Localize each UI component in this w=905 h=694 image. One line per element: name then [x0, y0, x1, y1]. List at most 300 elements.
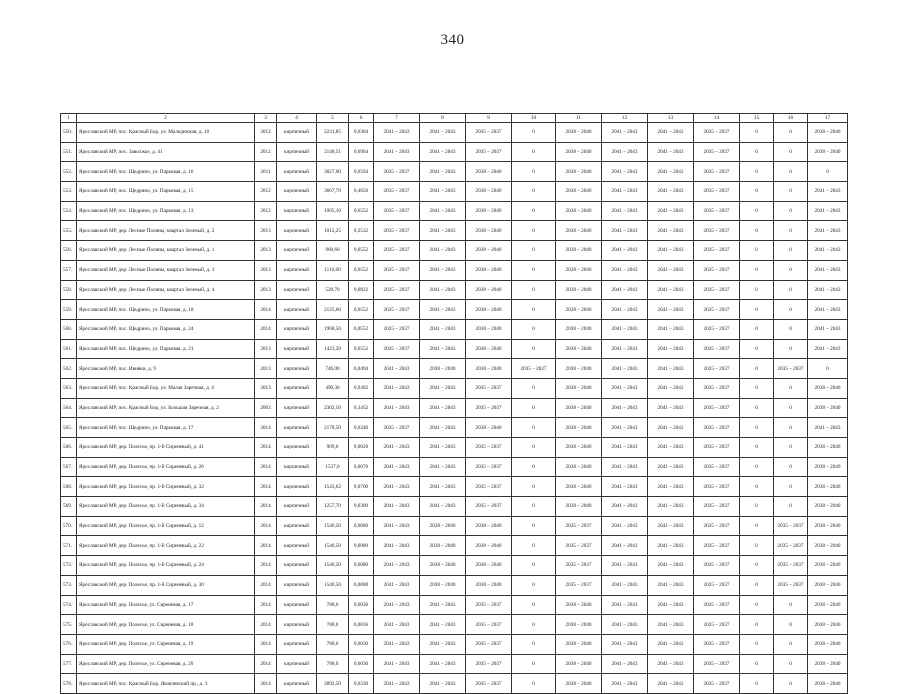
table-cell: кирпичный — [277, 575, 317, 595]
table-cell: 2038 – 2040 — [556, 221, 602, 241]
table-cell: 2035 – 2037 — [374, 182, 420, 202]
table-cell: 1012,25 — [317, 221, 349, 241]
table-cell: кирпичный — [277, 556, 317, 576]
table-cell: 2038 – 2040 — [808, 516, 848, 536]
table-cell: 2035 – 2037 — [556, 536, 602, 556]
table-cell: 2038 – 2040 — [556, 477, 602, 497]
table-cell: 0 — [740, 182, 774, 202]
table-cell: 2012 — [255, 182, 277, 202]
table-cell: 2041 – 2043 — [602, 359, 648, 379]
row-number: 554. — [61, 201, 77, 221]
table-cell: 2035 – 2037 — [374, 241, 420, 261]
table-cell: 2038 – 2040 — [556, 201, 602, 221]
table-cell: 2035 – 2037 — [374, 260, 420, 280]
table-cell: 2041 – 2043 — [602, 615, 648, 635]
table-cell: 0 — [740, 241, 774, 261]
table-cell: 2041 – 2043 — [374, 634, 420, 654]
table-cell: 2038 – 2040 — [808, 457, 848, 477]
row-number: 564. — [61, 398, 77, 418]
table-cell: 0,0700 — [349, 477, 374, 497]
table-cell: 2035 – 2037 — [694, 280, 740, 300]
table-cell: 2035 – 2037 — [694, 575, 740, 595]
table-cell: 2041 – 2043 — [420, 595, 466, 615]
table-cell: 2035 – 2037 — [374, 339, 420, 359]
table-cell: 2041 – 2043 — [602, 319, 648, 339]
table-cell: 0 — [512, 457, 556, 477]
table-cell: 2014 — [255, 615, 277, 635]
table-cell: кирпичный — [277, 674, 317, 694]
row-number: 573. — [61, 575, 77, 595]
table-cell: 2038 – 2040 — [808, 536, 848, 556]
table-cell: 2041 – 2043 — [420, 634, 466, 654]
table-cell: 0 — [774, 674, 808, 694]
table-cell: 2038 – 2040 — [466, 536, 512, 556]
table-cell: 2035 – 2037 — [694, 359, 740, 379]
table-cell: 0 — [740, 674, 774, 694]
table-cell: 2041 – 2043 — [420, 378, 466, 398]
table-cell: 2035 – 2037 — [694, 457, 740, 477]
table-cell: 2035 – 2037 — [694, 654, 740, 674]
table-row — [61, 497, 848, 517]
table-cell: 2041 – 2043 — [648, 438, 694, 458]
table-cell: 0 — [774, 595, 808, 615]
table-cell: 2035 – 2037 — [556, 575, 602, 595]
table-cell: 2038 – 2040 — [808, 575, 848, 595]
table-cell: 2012 — [255, 123, 277, 143]
table-cell: кирпичный — [277, 182, 317, 202]
table-cell: 2038 – 2040 — [556, 162, 602, 182]
table-cell: 2003 — [255, 398, 277, 418]
table-cell: 0 — [774, 142, 808, 162]
table-cell: кирпичный — [277, 497, 317, 517]
table-cell: 0 — [512, 497, 556, 517]
table-cell: 2038 – 2040 — [808, 674, 848, 694]
table-cell: 2041 – 2043 — [648, 418, 694, 438]
address-cell: Ярославский МР, дер. Лесные Поляны, квартал Зеленый, д. 2 — [77, 221, 255, 241]
address-cell: Ярославский МР, пос. Красный Бор, ул. Большая Заречная, д. 2 — [77, 398, 255, 418]
table-cell: 2035 – 2037 — [694, 182, 740, 202]
address-cell: Ярославский МР, пос. Щедрино, ул. Парковая, д. 21 — [77, 339, 255, 359]
address-cell: Ярославский МР, дер. Лесные Поляны, квартал Зеленый, д. 4 — [77, 280, 255, 300]
address-cell: Ярославский МР, пос. Красный Бор, ул. Малая Заречная, д. 4 — [77, 378, 255, 398]
table-cell: 2038 – 2040 — [556, 359, 602, 379]
table-cell: 2038 – 2040 — [466, 280, 512, 300]
column-header: 1 — [61, 114, 77, 123]
table-cell: 2011 — [255, 162, 277, 182]
table-cell: 0 — [740, 221, 774, 241]
table-cell: 2038 – 2040 — [466, 182, 512, 202]
table-row — [61, 280, 848, 300]
table-cell: 0 — [774, 615, 808, 635]
table-cell: 2038 – 2040 — [466, 221, 512, 241]
address-cell: Ярославский МР, дер. Полесье, пр. 1-й Сиреневый, д. 24 — [77, 556, 255, 576]
address-cell: Ярославский МР, дер. Полесье, пр. 1-й Сиреневый, д. 26 — [77, 457, 255, 477]
table-cell: 0,3452 — [349, 398, 374, 418]
table-cell: 2038 – 2040 — [808, 595, 848, 615]
address-cell: Ярославский МР, дер. Полесье, пр. 1-й Сиреневый, д. 34 — [77, 497, 255, 517]
table-cell: кирпичный — [277, 359, 317, 379]
table-cell: 2041 – 2043 — [420, 162, 466, 182]
table-cell: 2014 — [255, 300, 277, 320]
table-cell: 2041 – 2043 — [374, 398, 420, 418]
table-cell: 0 — [774, 241, 808, 261]
column-header: 13 — [648, 114, 694, 123]
table-cell: 0 — [774, 477, 808, 497]
table-cell: 2041 – 2043 — [420, 260, 466, 280]
table-cell: 1257,70 — [317, 497, 349, 517]
table-cell: 0,0552 — [349, 319, 374, 339]
table-cell: 2041 – 2043 — [602, 300, 648, 320]
table-cell: 0 — [740, 300, 774, 320]
table-cell: 0,0240 — [349, 418, 374, 438]
table-cell: 0 — [512, 339, 556, 359]
table-cell: 0 — [740, 398, 774, 418]
table-cell: 2035 – 2037 — [466, 438, 512, 458]
table-cell: кирпичный — [277, 398, 317, 418]
table-cell: 3667,70 — [317, 182, 349, 202]
table-cell: 0,0494 — [349, 359, 374, 379]
table-cell: 2035 – 2037 — [694, 477, 740, 497]
table-cell: 2035 – 2037 — [694, 536, 740, 556]
table-cell: 2041 – 2043 — [648, 556, 694, 576]
table-cell: 2041 – 2043 — [648, 477, 694, 497]
table-cell: 2014 — [255, 634, 277, 654]
table-cell: 2041 – 2043 — [602, 477, 648, 497]
table-cell: 2178,50 — [317, 418, 349, 438]
table-cell: 0 — [740, 575, 774, 595]
address-cell: Ярославский МР, дер. Полесье, пр. 1-й Сиреневый, д. 30 — [77, 575, 255, 595]
table-cell: 2041 – 2043 — [602, 536, 648, 556]
table-cell: кирпичный — [277, 477, 317, 497]
table-cell: 0 — [512, 398, 556, 418]
table-body — [61, 123, 848, 694]
address-cell: Ярославский МР, пос. Щедрино, ул. Парковая, д. 18 — [77, 300, 255, 320]
table-cell: 2038 – 2040 — [466, 241, 512, 261]
table-cell: 2038 – 2040 — [420, 536, 466, 556]
table-cell: 2041 – 2043 — [602, 674, 648, 694]
table-row — [61, 300, 848, 320]
address-cell: Ярославский МР, пос. Щедрино, ул. Парковая, д. 17 — [77, 418, 255, 438]
table-cell: 0 — [740, 438, 774, 458]
table-cell: 2035 – 2037 — [694, 300, 740, 320]
table-cell: 2014 — [255, 497, 277, 517]
table-cell: 2041 – 2043 — [420, 457, 466, 477]
table-cell: 909,0 — [317, 438, 349, 458]
table-cell: 0 — [512, 280, 556, 300]
table-cell: 2038 – 2040 — [556, 497, 602, 517]
table-cell: 2041 – 2043 — [648, 516, 694, 536]
table-cell: 0 — [740, 123, 774, 143]
table-cell: 2041 – 2043 — [648, 378, 694, 398]
table-cell: 0,0080 — [349, 556, 374, 576]
table-cell: 2038 – 2040 — [556, 615, 602, 635]
table-cell: 0 — [740, 142, 774, 162]
table-cell: 0 — [774, 438, 808, 458]
table-cell: 0 — [740, 615, 774, 635]
table-cell: 2035 – 2037 — [374, 319, 420, 339]
address-cell: Ярославский МР, пос. Красный Бор, ул. Молодежная, д. 10 — [77, 123, 255, 143]
table-cell: 2038 – 2040 — [420, 359, 466, 379]
table-cell: 0 — [740, 457, 774, 477]
table-cell: 2041 – 2043 — [374, 142, 420, 162]
table-cell: 746,00 — [317, 359, 349, 379]
table-cell: 2035 – 2037 — [374, 221, 420, 241]
table-cell: 0 — [512, 418, 556, 438]
column-header: 6 — [349, 114, 374, 123]
table-cell: 0 — [740, 280, 774, 300]
table-cell: 0 — [740, 319, 774, 339]
table-cell: 2035 – 2037 — [774, 556, 808, 576]
table-cell: 2041 – 2043 — [602, 575, 648, 595]
table-cell: 2014 — [255, 477, 277, 497]
table-cell: 2038 – 2040 — [556, 398, 602, 418]
row-number: 575. — [61, 615, 77, 635]
table-cell: 2014 — [255, 319, 277, 339]
table-cell: 2125,60 — [317, 300, 349, 320]
table-row — [61, 162, 848, 182]
table-cell: 2041 – 2043 — [602, 556, 648, 576]
table-cell: 2041 – 2043 — [602, 634, 648, 654]
table-cell: 0 — [512, 221, 556, 241]
table-cell: 0,4656 — [349, 182, 374, 202]
table-cell: 2041 – 2043 — [602, 378, 648, 398]
table-cell: 2035 – 2037 — [694, 438, 740, 458]
table-cell: кирпичный — [277, 615, 317, 635]
table-row — [61, 556, 848, 576]
row-number: 555. — [61, 221, 77, 241]
table-cell: 2041 – 2043 — [420, 615, 466, 635]
table-cell: 2041 – 2043 — [420, 123, 466, 143]
table-cell: 2038 – 2040 — [556, 674, 602, 694]
row-number: 572. — [61, 556, 77, 576]
table-cell: 2041 – 2043 — [602, 162, 648, 182]
table-cell: 0,0020 — [349, 438, 374, 458]
table-cell: 2035 – 2037 — [694, 634, 740, 654]
table-cell: 0,9492 — [349, 378, 374, 398]
column-header: 16 — [774, 114, 808, 123]
table-cell: 2041 – 2043 — [648, 182, 694, 202]
table-cell: 0 — [808, 359, 848, 379]
table-cell: 2035 – 2037 — [374, 300, 420, 320]
row-number: 570. — [61, 516, 77, 536]
table-cell: 2035 – 2037 — [694, 556, 740, 576]
row-number: 557. — [61, 260, 77, 280]
table-cell: 0 — [808, 162, 848, 182]
table-cell: 2041 – 2043 — [648, 457, 694, 477]
table-cell: 2041 – 2043 — [648, 536, 694, 556]
table-cell: 0,0552 — [349, 241, 374, 261]
table-cell: 0 — [512, 260, 556, 280]
table-cell: кирпичный — [277, 378, 317, 398]
table-cell: 2035 – 2037 — [694, 497, 740, 517]
column-header: 15 — [740, 114, 774, 123]
table-cell: 2035 – 2037 — [694, 201, 740, 221]
table-cell: 2038 – 2040 — [556, 654, 602, 674]
table-cell: 2035 – 2037 — [466, 634, 512, 654]
table-cell: 0,0080 — [349, 516, 374, 536]
table-cell: 2014 — [255, 457, 277, 477]
table-cell: 788,0 — [317, 615, 349, 635]
table-cell: 2013 — [255, 241, 277, 261]
table-cell: 2041 – 2043 — [602, 201, 648, 221]
table-row — [61, 536, 848, 556]
table-cell: 2038 – 2040 — [556, 457, 602, 477]
table-cell: 0,6552 — [349, 201, 374, 221]
table-cell: 2038 – 2040 — [466, 319, 512, 339]
table-row — [61, 634, 848, 654]
table-cell: 2041 – 2043 — [602, 398, 648, 418]
column-header: 9 — [466, 114, 512, 123]
table-cell: 0 — [512, 516, 556, 536]
table-cell: 2041 – 2043 — [602, 418, 648, 438]
table-cell: кирпичный — [277, 201, 317, 221]
table-cell: 2035 – 2037 — [694, 221, 740, 241]
table-cell: 0,0964 — [349, 142, 374, 162]
address-cell: Ярославский МР, дер. Полесье, ул. Сиреневая, д. 17 — [77, 595, 255, 615]
column-header: 7 — [374, 114, 420, 123]
table-cell: 2041 – 2043 — [374, 615, 420, 635]
table-cell: 2035 – 2037 — [774, 575, 808, 595]
table-cell: кирпичный — [277, 516, 317, 536]
table-cell: 2035 – 2037 — [694, 398, 740, 418]
row-number: 550. — [61, 123, 77, 143]
table-cell: 2035 – 2037 — [466, 477, 512, 497]
row-number: 553. — [61, 182, 77, 202]
table-cell: 2014 — [255, 595, 277, 615]
table-cell: 2038 – 2040 — [556, 241, 602, 261]
table-cell: 0 — [774, 457, 808, 477]
column-header: 4 — [277, 114, 317, 123]
table-cell: 0 — [774, 654, 808, 674]
table-cell: 0 — [512, 300, 556, 320]
table-row — [61, 516, 848, 536]
table-row — [61, 339, 848, 359]
table-cell: 2035 – 2037 — [694, 319, 740, 339]
table-cell: 2041 – 2043 — [420, 319, 466, 339]
table-cell: 0,0030 — [349, 654, 374, 674]
column-header: 8 — [420, 114, 466, 123]
table-cell: 788,0 — [317, 654, 349, 674]
column-header: 3 — [255, 114, 277, 123]
table-cell: 2041 – 2043 — [374, 123, 420, 143]
table-cell: 2038 – 2040 — [808, 142, 848, 162]
table-cell: 2035 – 2037 — [694, 241, 740, 261]
table-cell: 2041 – 2043 — [648, 162, 694, 182]
address-cell: Ярославский МР, дер. Полесье, пр. 1-й Сиреневый, д. 12 — [77, 516, 255, 536]
table-cell: 2231,85 — [317, 123, 349, 143]
table-row — [61, 438, 848, 458]
table-cell: 2035 – 2037 — [774, 536, 808, 556]
table-cell: 2035 – 2037 — [694, 516, 740, 536]
table-cell: 2302,50 — [317, 398, 349, 418]
table-cell: 2041 – 2043 — [602, 595, 648, 615]
table-cell: кирпичный — [277, 260, 317, 280]
table-cell: 2038 – 2040 — [556, 378, 602, 398]
table-cell: 0,0300 — [349, 497, 374, 517]
table-cell: 2038 – 2040 — [466, 260, 512, 280]
table-cell: 2041 – 2043 — [648, 260, 694, 280]
table-cell: 0,0080 — [349, 536, 374, 556]
table-cell: 0 — [774, 339, 808, 359]
table-cell: 2041 – 2043 — [808, 241, 848, 261]
table-cell: 2041 – 2043 — [374, 595, 420, 615]
table-cell: 2041 – 2043 — [648, 201, 694, 221]
table-cell: 788,0 — [317, 595, 349, 615]
table-cell: 2035 – 2037 — [374, 162, 420, 182]
address-cell: Ярославский МР, дер. Полесье, ул. Сиреневая, д. 20 — [77, 654, 255, 674]
table-cell: 0 — [512, 674, 556, 694]
table-cell: 2041 – 2043 — [648, 221, 694, 241]
table-cell: 2035 – 2037 — [466, 123, 512, 143]
table-cell: 0 — [512, 201, 556, 221]
table-cell: 2041 – 2043 — [808, 280, 848, 300]
table-cell: 2035 – 2037 — [466, 378, 512, 398]
table-cell: 2012 — [255, 142, 277, 162]
table-cell: 0 — [740, 556, 774, 576]
table-cell: 0 — [774, 319, 808, 339]
table-cell: 2041 – 2043 — [420, 477, 466, 497]
table-cell: 2038 – 2040 — [556, 339, 602, 359]
table-cell: 0,0552 — [349, 339, 374, 359]
table-cell: 2041 – 2043 — [374, 477, 420, 497]
table-cell: 0 — [774, 398, 808, 418]
table-cell: 2041 – 2043 — [374, 497, 420, 517]
table-cell: 2041 – 2043 — [808, 300, 848, 320]
table-cell: 2038 – 2040 — [556, 280, 602, 300]
table-cell: 2041 – 2043 — [420, 674, 466, 694]
column-header: 5 — [317, 114, 349, 123]
table-cell: 2035 – 2037 — [774, 516, 808, 536]
row-number: 556. — [61, 241, 77, 261]
table-cell: 2041 – 2043 — [374, 674, 420, 694]
table-cell: 1116,60 — [317, 260, 349, 280]
table-cell: 2041 – 2043 — [420, 654, 466, 674]
table-cell: 2041 – 2043 — [374, 556, 420, 576]
table-cell: 2038 – 2040 — [808, 123, 848, 143]
table-cell: кирпичный — [277, 418, 317, 438]
table-row — [61, 595, 848, 615]
table-cell: 2038 – 2040 — [466, 339, 512, 359]
table-cell: кирпичный — [277, 280, 317, 300]
table-cell: 2035 – 2037 — [466, 142, 512, 162]
table-cell: 0 — [512, 241, 556, 261]
table-cell: 2038 – 2040 — [808, 477, 848, 497]
table-cell: 0 — [512, 182, 556, 202]
register-table — [60, 113, 848, 694]
table-cell: 2038 – 2040 — [466, 575, 512, 595]
table-cell: кирпичный — [277, 595, 317, 615]
address-cell: Ярославский МР, пос. Щедрино, ул. Парковая, д. 16 — [77, 162, 255, 182]
table-cell: 2041 – 2043 — [808, 221, 848, 241]
table-cell: 2041 – 2043 — [420, 398, 466, 418]
table-cell: 0 — [774, 300, 808, 320]
table-cell: 2038 – 2040 — [556, 123, 602, 143]
table-cell: 2041 – 2043 — [602, 260, 648, 280]
table-cell: 2013 — [255, 359, 277, 379]
table-cell: 2035 – 2037 — [374, 201, 420, 221]
table-cell: 2041 – 2043 — [420, 241, 466, 261]
address-cell: Ярославский МР, дер. Полесье, пр. 1-й Сиреневый, д. 22 — [77, 536, 255, 556]
table-cell: кирпичный — [277, 339, 317, 359]
table-cell: 2014 — [255, 556, 277, 576]
table-row — [61, 654, 848, 674]
table-cell: 2038 – 2040 — [556, 595, 602, 615]
address-cell: Ярославский МР, пос. Щедрино, ул. Парковая, д. 15 — [77, 182, 255, 202]
table-cell: 2038 – 2040 — [466, 556, 512, 576]
table-cell: 1540,50 — [317, 516, 349, 536]
table-cell: 2035 – 2037 — [694, 595, 740, 615]
table-cell: 2041 – 2043 — [648, 575, 694, 595]
